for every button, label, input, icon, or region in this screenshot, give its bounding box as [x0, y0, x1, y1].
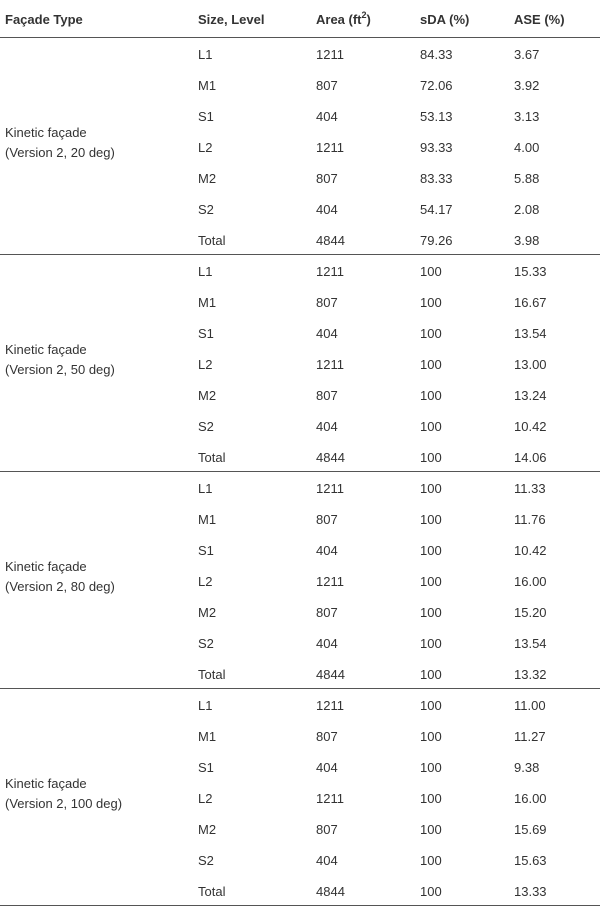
facade-type-line1: Kinetic façade [5, 558, 87, 574]
area-cell: 807 [316, 605, 338, 620]
area-cell: 807 [316, 512, 338, 527]
sda-cell: 83.33 [420, 171, 453, 186]
size-level-cell: L2 [198, 791, 213, 806]
area-cell: 1211 [316, 698, 344, 713]
size-level-cell: L2 [198, 357, 213, 372]
area-cell: 807 [316, 729, 338, 744]
table-row [0, 101, 600, 132]
table-row [0, 690, 600, 721]
area-cell: 807 [316, 822, 338, 837]
table-group [0, 255, 600, 472]
table-row [0, 535, 600, 566]
area-cell: 404 [316, 109, 338, 124]
table-row [0, 349, 600, 380]
size-level-cell: L1 [198, 698, 213, 713]
area-cell: 404 [316, 636, 338, 651]
size-level-cell: S1 [198, 760, 214, 775]
size-level-cell: S1 [198, 326, 214, 341]
size-level-cell: S1 [198, 543, 214, 558]
sda-cell: 100 [420, 822, 442, 837]
table-row [0, 597, 600, 628]
sda-cell: 100 [420, 543, 442, 558]
sda-cell: 79.26 [420, 233, 453, 248]
size-level-cell: M1 [198, 78, 217, 93]
size-level-cell: Total [198, 667, 226, 682]
header-area-suffix: ) [366, 12, 371, 27]
ase-cell: 15.69 [514, 822, 547, 837]
area-cell: 4844 [316, 233, 345, 248]
size-level-cell: M2 [198, 171, 217, 186]
ase-cell: 3.13 [514, 109, 540, 124]
table-row [0, 163, 600, 194]
sda-cell: 54.17 [420, 202, 453, 217]
sda-cell: 100 [420, 481, 442, 496]
size-level-cell: S2 [198, 419, 214, 434]
table-row [0, 473, 600, 504]
area-cell: 1211 [316, 140, 344, 155]
ase-cell: 9.38 [514, 760, 540, 775]
sda-cell: 100 [420, 636, 442, 651]
size-level-cell: L1 [198, 481, 213, 496]
sda-cell: 100 [420, 574, 442, 589]
table-row [0, 318, 600, 349]
ase-cell: 13.54 [514, 326, 547, 341]
size-level-cell: M2 [198, 822, 217, 837]
table-row [0, 721, 600, 752]
table-group [0, 689, 600, 906]
area-cell: 4844 [316, 667, 345, 682]
sda-cell: 100 [420, 388, 442, 403]
sda-cell: 100 [420, 729, 442, 744]
ase-cell: 10.42 [514, 419, 547, 434]
sda-cell: 100 [420, 760, 442, 775]
table-row [0, 659, 600, 690]
ase-cell: 16.00 [514, 574, 547, 589]
ase-cell: 3.67 [514, 47, 540, 62]
size-level-cell: S2 [198, 853, 214, 868]
ase-cell: 15.33 [514, 264, 547, 279]
area-cell: 4844 [316, 884, 345, 899]
table-row [0, 70, 600, 101]
table-row [0, 411, 600, 442]
sda-cell: 100 [420, 605, 442, 620]
size-level-cell: S2 [198, 202, 214, 217]
sda-cell: 93.33 [420, 140, 453, 155]
area-cell: 1211 [316, 47, 344, 62]
size-level-cell: Total [198, 233, 226, 248]
ase-cell: 16.00 [514, 791, 547, 806]
sda-cell: 100 [420, 326, 442, 341]
facade-type-line1: Kinetic façade [5, 341, 87, 357]
table-row [0, 225, 600, 256]
table-row [0, 876, 600, 907]
sda-cell: 100 [420, 667, 442, 682]
facade-type-line1: Kinetic façade [5, 775, 87, 791]
ase-cell: 10.42 [514, 543, 547, 558]
area-cell: 404 [316, 326, 338, 341]
area-cell: 404 [316, 202, 338, 217]
size-level-cell: Total [198, 450, 226, 465]
ase-cell: 13.24 [514, 388, 547, 403]
size-level-cell: L1 [198, 264, 213, 279]
table-row [0, 628, 600, 659]
ase-cell: 11.76 [514, 512, 546, 527]
table-row [0, 39, 600, 70]
facade-type-line2: (Version 2, 100 deg) [5, 795, 123, 811]
area-cell: 807 [316, 78, 338, 93]
ase-cell: 4.00 [514, 140, 540, 155]
table-header-row [0, 0, 600, 38]
ase-cell: 15.20 [514, 605, 547, 620]
sda-cell: 100 [420, 853, 442, 868]
sda-cell: 100 [420, 512, 442, 527]
ase-cell: 15.63 [514, 853, 547, 868]
sda-cell: 100 [420, 295, 442, 310]
size-level-cell: S2 [198, 636, 214, 651]
area-cell: 1211 [316, 574, 344, 589]
ase-cell: 13.33 [514, 884, 547, 899]
ase-cell: 13.54 [514, 636, 547, 651]
size-level-cell: L1 [198, 47, 213, 62]
area-cell: 807 [316, 388, 338, 403]
table-row [0, 442, 600, 473]
area-cell: 404 [316, 419, 338, 434]
ase-cell: 2.08 [514, 202, 540, 217]
sda-cell: 100 [420, 884, 442, 899]
size-level-cell: M1 [198, 729, 217, 744]
header-area [316, 0, 371, 38]
table-group [0, 472, 600, 689]
size-level-cell: M2 [198, 388, 217, 403]
header-sda: sDA (%) [420, 12, 470, 27]
sda-cell: 84.33 [420, 47, 453, 62]
area-cell: 4844 [316, 450, 345, 465]
table-row [0, 504, 600, 535]
table-row [0, 814, 600, 845]
area-cell: 807 [316, 171, 338, 186]
facade-type-line1: Kinetic façade [5, 124, 87, 140]
ase-cell: 13.00 [514, 357, 547, 372]
ase-cell: 3.92 [514, 78, 540, 93]
ase-cell: 13.32 [514, 667, 547, 682]
table-group [0, 38, 600, 255]
sda-cell: 100 [420, 357, 442, 372]
area-cell: 404 [316, 853, 338, 868]
sda-cell: 100 [420, 450, 442, 465]
table-row [0, 132, 600, 163]
ase-cell: 11.00 [514, 698, 546, 713]
size-level-cell: M2 [198, 605, 217, 620]
ase-cell: 11.33 [514, 481, 546, 496]
size-level-cell: S1 [198, 109, 214, 124]
table-row [0, 194, 600, 225]
table-row [0, 752, 600, 783]
table-row [0, 783, 600, 814]
sda-cell: 100 [420, 419, 442, 434]
facade-type-line2: (Version 2, 50 deg) [5, 361, 115, 377]
header-area-prefix: Area (ft [316, 12, 362, 27]
header-ase: ASE (%) [514, 12, 565, 27]
area-cell: 404 [316, 543, 338, 558]
sda-cell: 53.13 [420, 109, 453, 124]
facade-type-line2: (Version 2, 20 deg) [5, 144, 115, 160]
ase-cell: 16.67 [514, 295, 547, 310]
area-cell: 1211 [316, 357, 344, 372]
header-size-level: Size, Level [198, 12, 265, 27]
sda-cell: 100 [420, 264, 442, 279]
sda-cell: 72.06 [420, 78, 453, 93]
size-level-cell: Total [198, 884, 226, 899]
area-cell: 1211 [316, 791, 344, 806]
size-level-cell: L2 [198, 574, 213, 589]
sda-cell: 100 [420, 791, 442, 806]
area-cell: 807 [316, 295, 338, 310]
header-area-superscript: 2 [361, 9, 367, 20]
area-cell: 1211 [316, 481, 344, 496]
sda-cell: 100 [420, 698, 442, 713]
header-facade-type: Façade Type [5, 12, 83, 27]
table-row [0, 256, 600, 287]
size-level-cell: M1 [198, 512, 217, 527]
area-cell: 1211 [316, 264, 344, 279]
ase-cell: 3.98 [514, 233, 540, 248]
ase-cell: 11.27 [514, 729, 546, 744]
size-level-cell: M1 [198, 295, 217, 310]
area-cell: 404 [316, 760, 338, 775]
table-row [0, 287, 600, 318]
table-row [0, 380, 600, 411]
table-row [0, 566, 600, 597]
ase-cell: 14.06 [514, 450, 547, 465]
ase-cell: 5.88 [514, 171, 540, 186]
facade-type-line2: (Version 2, 80 deg) [5, 578, 115, 594]
size-level-cell: L2 [198, 140, 213, 155]
table-row [0, 845, 600, 876]
